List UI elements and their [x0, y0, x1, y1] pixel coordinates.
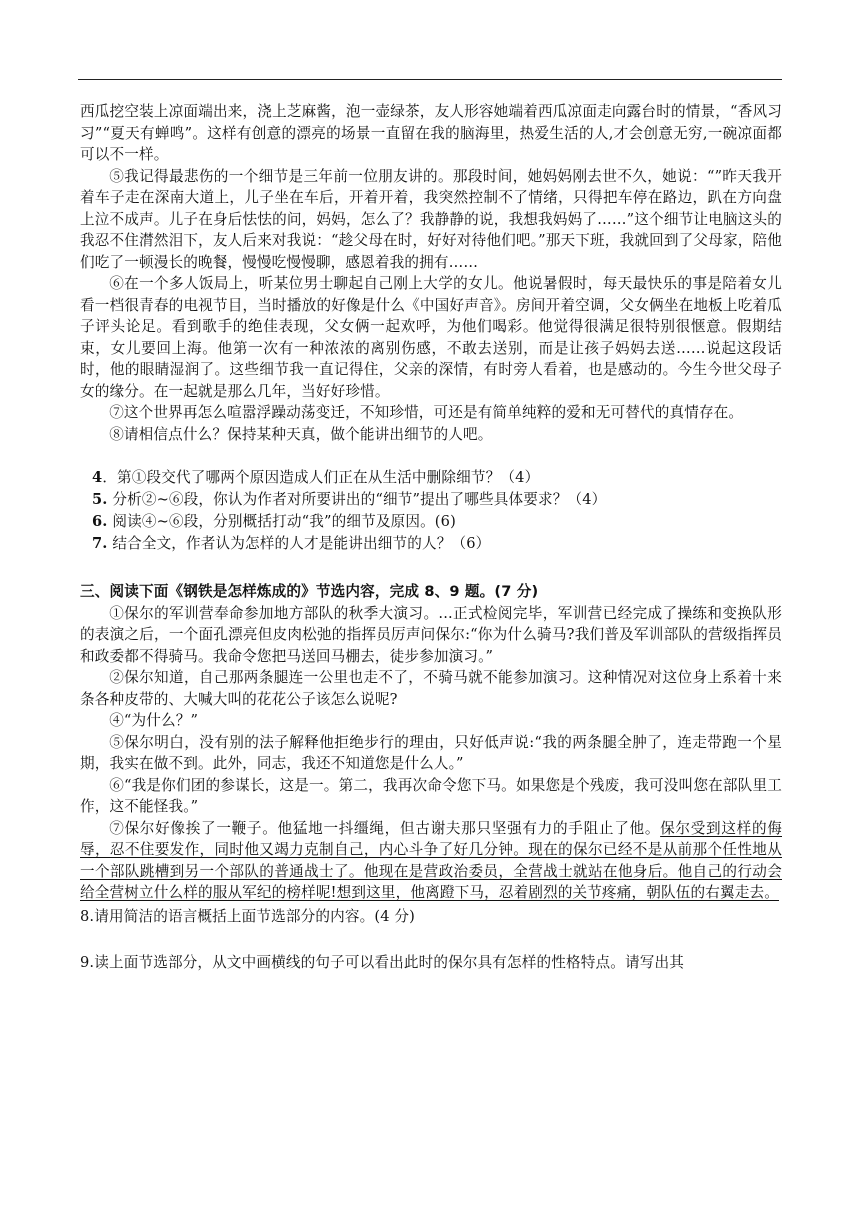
excerpt-paragraph-6: ⑥“我是你们团的参谋长，这是一。第二，我再次命令您下马。如果您是个残废，我可没叫您在部队里工作，这不能怪我。” [80, 776, 782, 815]
question-item [80, 533, 782, 555]
question-number: 7. [92, 535, 108, 552]
question-number: 4 [92, 469, 103, 486]
question-number: 6. [92, 513, 108, 530]
question-item [80, 467, 782, 489]
question-text: ．第①段交代了哪两个原因造成人们正在从生活中删除细节？（4） [102, 469, 540, 486]
question-8: 8.请用简洁的语言概括上面节选部分的内容。(4 分) [80, 907, 416, 925]
question-number: 5. [92, 491, 108, 508]
section-3-heading: 三、阅读下面《钢铁是怎样炼成的》节选内容，完成 8、9 题。(7 分) [80, 583, 539, 600]
passage-paragraph-5: ⑤我记得最悲伤的一个细节是三年前一位朋友讲的。那段时间，她妈妈刚去世不久，她说：“”昨天我开着车子走在深南大道上，儿子坐在车后，开着开着，我突然控制不了情绪，只得把车停在路边，趴在方向盘上泣不成声。儿子在身后怯怯的问，妈妈，怎么了？我静静的说，我想我妈妈了……”这个细节让电脑这头的我忍不住潸然泪下，友人后来对我说：“趁父母在时，好好对待他们吧。”那天下班，我就回到了父母家，陪他们吃了一顿漫长的晚餐，慢慢吃慢慢聊，感恩着我的拥有…… [80, 167, 782, 271]
excerpt-paragraph-2: ②保尔知道，自己那两条腿连一公里也走不了，不骑马就不能参加演习。这种情况对这位身上系着十来条各种皮带的、大喊大叫的花花公子该怎么说呢? [80, 669, 782, 708]
question-text: 结合全文，作者认为怎样的人才是能讲出细节的人？（6） [107, 535, 491, 552]
passage-paragraph-7: ⑦这个世界再怎么喧嚣浮躁动荡变迁，不知珍惜，可还是有简单纯粹的爱和无可替代的真情存在。 [109, 404, 744, 421]
excerpt-paragraph-5: ⑤保尔明白，没有别的法子解释他拒绝步行的理由，只好低声说:“我的两条腿全肿了，连走带跑一个星期，我实在做不到。此外，同志，我还不知道您是什么人。” [80, 733, 782, 772]
excerpt-paragraph-1: ①保尔的军训营奉命参加地方部队的秋季大演习。...正式检阅完毕，军训营已经完成了操练和变换队形的表演之后，一个面孔漂亮但皮肉松弛的指挥员厉声问保尔:“你为什么骑马?我们普及军训部队的营级指挥员和政委都不得骑马。我命令您把马送回马棚去，徒步参加演习。” [80, 604, 782, 665]
question-text: 分析②~⑥段，你认为作者对所要讲出的“细节”提出了哪些具体要求？（4） [107, 491, 607, 508]
excerpt-paragraph-4: ④“为什么？” [109, 712, 199, 729]
question-text: 阅读④~⑥段，分别概括打动“我”的细节及原因。(6) [107, 513, 456, 530]
header-rule [78, 79, 782, 80]
excerpt-paragraph-7 [80, 818, 782, 904]
passage-paragraph-continued: 西瓜挖空装上凉面端出来，浇上芝麻酱，泡一壶绿茶，友人形容她端着西瓜凉面走向露台时的情景，“香风习习”“夏天有蝉鸣”。这样有创意的漂亮的场景一直留在我的脑海里，热爱生活的人,才会创意无穷,一碗凉面都可以不一样。 [80, 103, 782, 163]
document-page [80, 101, 782, 974]
question-item [80, 489, 782, 511]
question-list [80, 467, 782, 555]
question-9: 9.读上面节选部分，从文中画横线的句子可以看出此时的保尔具有怎样的性格特点。请写出其 [80, 954, 684, 971]
excerpt-plain-text: ⑦保尔好像挨了一鞭子。他猛地一抖缰绳，但古谢夫那只坚强有力的手阻止了他。 [109, 819, 661, 837]
question-item [80, 511, 782, 533]
underlined-sentences: 保尔受到这样的侮辱，忍不住要发作，同时他又竭力克制自己，内心斗争了好几分钟。现在的保尔已经不是从前那个任性地从一个部队跳槽到另一个部队的普通战士了。他现在是营政治委员，全营战士就站在他身后。他自己的行动会给全营树立什么样的服从军纪的榜样呢!想到这里，他离蹬下马，忍着剧烈的关节疼痛，朝队伍的右翼走去。 [80, 819, 782, 901]
passage-paragraph-8: ⑧请相信点什么？保持某种天真，做个能讲出细节的人吧。 [109, 425, 493, 443]
passage-paragraph-6: ⑥在一个多人饭局上，听某位男士聊起自己刚上大学的女儿。他说暑假时，每天最快乐的事是陪着女儿看一档很青春的电视节目，当时播放的好像是什么《中国好声音》。房间开着空调，父女俩坐在地板上吃着瓜子评头论足。看到歌手的绝佳表现，父女俩一起欢呼，为他们喝彩。他觉得很满足很特别很惬意。假期结束，女儿要回上海。他第一次有一种浓浓的离别伤感，不敢去送别，而是让孩子妈妈去送……说起这段话时，他的眼睛湿润了。这些细节我一直记得住，父亲的深情，有时旁人看着，也是感动的。今生今世父母子女的缘分。在一起就是那么几年，当好好珍惜。 [80, 275, 782, 400]
